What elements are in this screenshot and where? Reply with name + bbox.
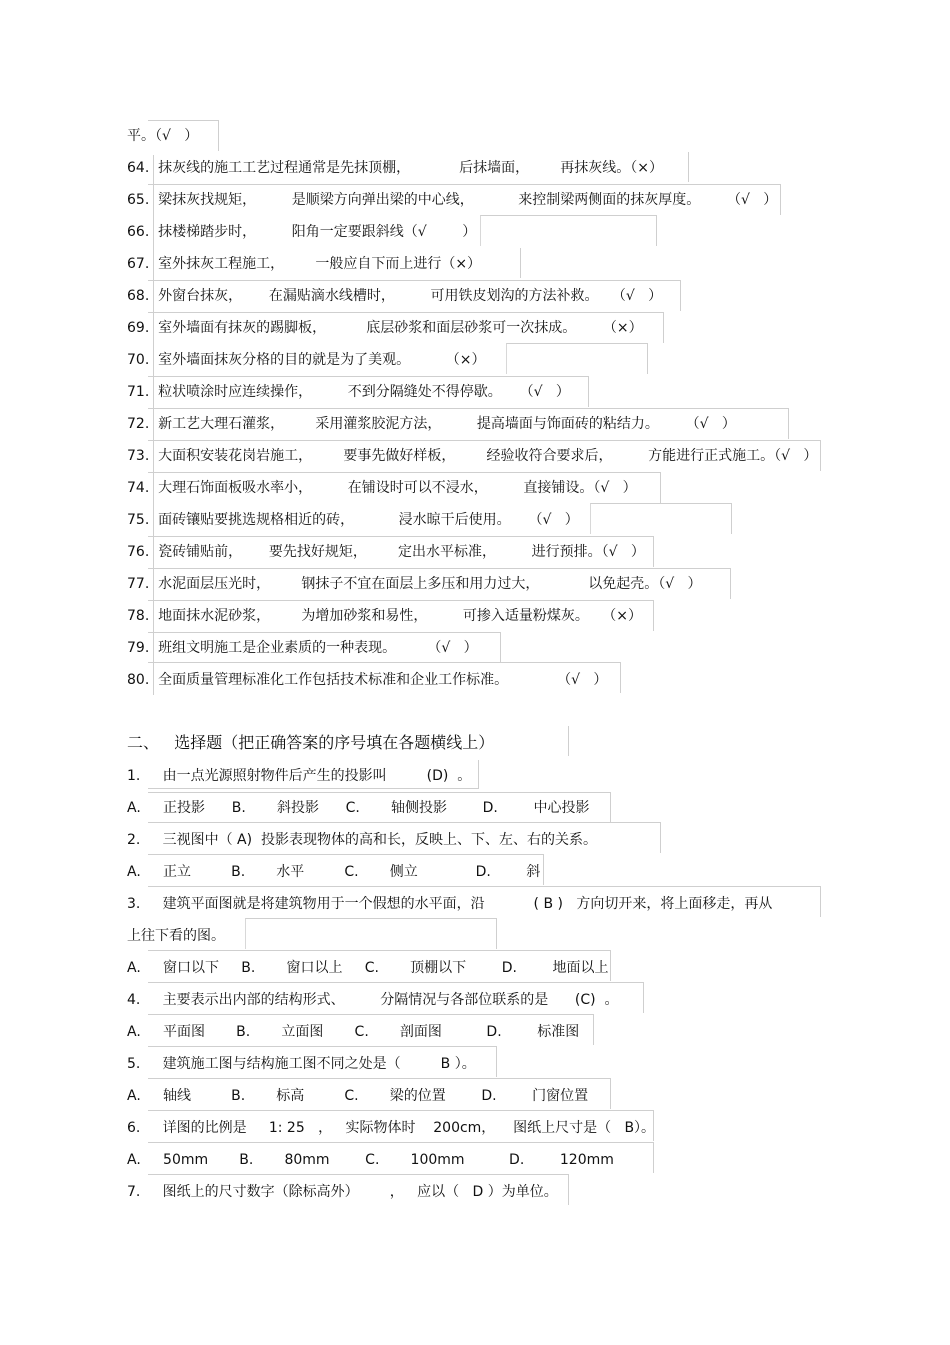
- section-title: 二、 选择题（把正确答案的序号填在各题横线上）: [127, 733, 495, 752]
- mc-question-6: 6. 详图的比例是 1: 25 ， 实际物体时 200cm， 图纸上尺寸是（ B）。: [127, 1120, 656, 1136]
- mc-options-1: A. 正投影 B. 斜投影 C. 轴侧投影 D. 中心投影: [127, 800, 590, 816]
- mc-options-5: A. 轴线 B. 标高 C. 梁的位置 D. 门窗位置: [127, 1088, 589, 1104]
- scan-box: [506, 343, 648, 374]
- tf-item-72: 72. 新工艺大理石灌浆， 采用灌浆胶泥方法， 提高墙面与饰面砖的粘结力。 （√ ）: [127, 416, 736, 432]
- mc-options-2: A. 正立 B. 水平 C. 侧立 D. 斜: [127, 864, 541, 880]
- tf-line-continuation: 平。（√ ）: [127, 128, 199, 144]
- mc-question-3-cont: 上往下看的图。: [127, 928, 225, 944]
- tf-item-79: 79. 班组文明施工是企业素质的一种表现。 （√ ）: [127, 640, 478, 656]
- tf-item-74: 74. 大理石饰面板吸水率小， 在铺设时可以不浸水， 直接铺设。（√ ）: [127, 480, 637, 496]
- tf-item-68: 68. 外窗台抹灰， 在漏贴滴水线槽时， 可用铁皮划沟的方法补救。 （√ ）: [127, 288, 663, 304]
- tf-item-75: 75. 面砖镶贴要挑选规格相近的砖， 浸水晾干后使用。 （√ ）: [127, 512, 579, 528]
- mc-question-3: 3. 建筑平面图就是将建筑物用于一个假想的水平面，沿 ( B ) 方向切开来，将上面移走，再从: [127, 896, 773, 912]
- tf-item-64: 64. 抹灰线的施工工艺过程通常是先抹顶棚， 后抹墙面， 再抹灰线。（×）: [127, 160, 663, 176]
- tf-item-65: 65. 梁抹灰找规矩， 是顺梁方向弹出梁的中心线， 来控制梁两侧面的抹灰厚度。 （√ ）: [127, 192, 778, 208]
- tf-item-77: 77. 水泥面层压光时， 钢抹子不宜在面层上多压和用力过大， 以免起壳。（√ ）: [127, 576, 702, 592]
- mc-question-2: 2. 三视图中（ A) 投影表现物体的高和长，反映上、下、左、右的关系。: [127, 832, 597, 848]
- tf-item-80: 80. 全面质量管理标准化工作包括技术标准和企业工作标准。 （√ ）: [127, 672, 608, 688]
- tf-item-71: 71. 粒状喷涂时应连续操作， 不到分隔缝处不得停歇。 （√ ）: [127, 384, 570, 400]
- mc-options-6: A. 50mm B. 80mm C. 100mm D. 120mm: [127, 1152, 614, 1168]
- scan-box: [245, 918, 497, 949]
- scan-box: [480, 215, 657, 246]
- mc-question-7: 7. 图纸上的尺寸数字（除标高外） ， 应以（ D ）为单位。: [127, 1184, 558, 1200]
- mc-question-4: 4. 主要表示出内部的结构形式、 分隔情况与各部位联系的是 (C) 。: [127, 992, 619, 1008]
- scan-box: [590, 503, 732, 534]
- tf-item-76: 76. 瓷砖铺贴前， 要先找好规矩， 定出水平标准， 进行预排。（√ ）: [127, 544, 645, 560]
- mc-options-3: A. 窗口以下 B. 窗口以上 C. 顶棚以下 D. 地面以上: [127, 960, 609, 976]
- tf-item-73: 73. 大面积安装花岗岩施工， 要事先做好样板， 经验收符合要求后， 方能进行正式施工。（√ ）: [127, 448, 818, 464]
- mc-question-1: 1. 由一点光源照射物件后产生的投影叫 (D) 。: [127, 768, 472, 784]
- tf-item-78: 78. 地面抹水泥砂浆， 为增加砂浆和易性， 可掺入适量粉煤灰。 （×）: [127, 608, 642, 624]
- tf-item-67: 67. 室外抹灰工程施工， 一般应自下而上进行（×）: [127, 256, 482, 272]
- tf-item-66: 66. 抹楼梯踏步时， 阳角一定要跟斜线（√ ）: [127, 224, 477, 240]
- tf-item-69: 69. 室外墙面有抹灰的踢脚板， 底层砂浆和面层砂浆可一次抹成。 （×）: [127, 320, 643, 336]
- mc-options-4: A. 平面图 B. 立面图 C. 剖面图 D. 标准图: [127, 1024, 580, 1040]
- tf-item-70: 70. 室外墙面抹灰分格的目的就是为了美观。 （×）: [127, 352, 486, 368]
- mc-question-5: 5. 建筑施工图与结构施工图不同之处是（ B ）。: [127, 1056, 476, 1072]
